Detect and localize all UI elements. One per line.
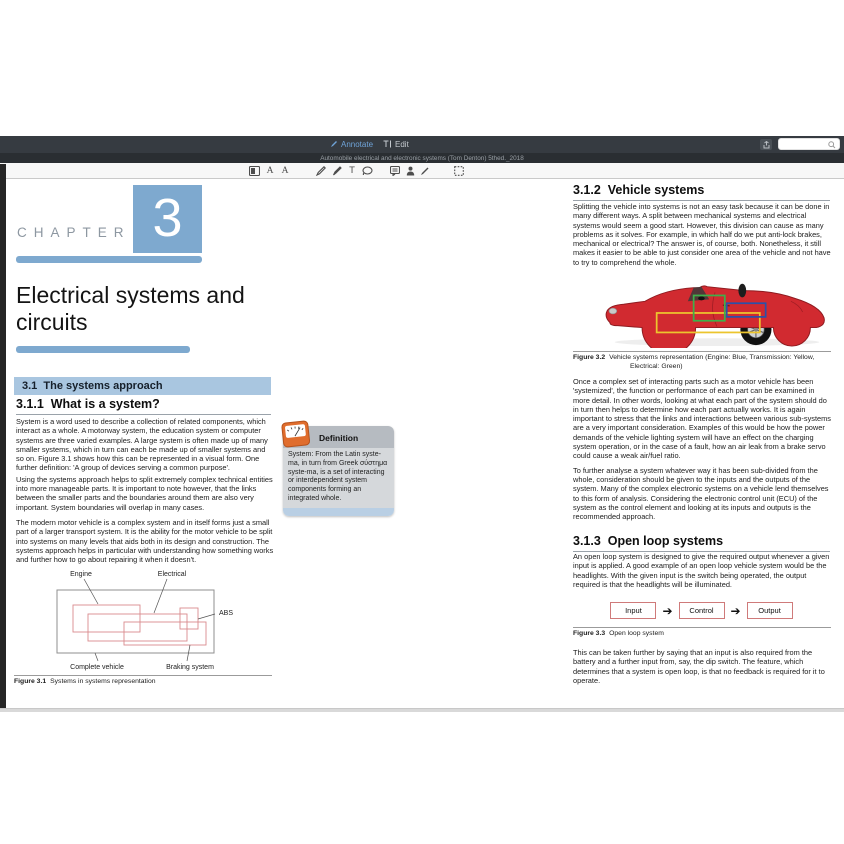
figure-3-3-caption — [573, 627, 831, 639]
search-icon — [828, 141, 836, 149]
text-style-alt-icon[interactable]: A — [281, 165, 289, 176]
figure-3-2-caption-label: Figure 3.2 — [573, 354, 606, 361]
section-3-1-1-heading: 3.1.1 What is a system? — [16, 397, 271, 415]
arrow-right-icon: ➔ — [730, 603, 741, 618]
tab-annotate-label: Annotate — [341, 140, 374, 149]
figure-3-1-label-complete-vehicle: Complete vehicle — [70, 664, 124, 671]
search-field[interactable] — [778, 138, 840, 150]
text-style-icon[interactable]: A — [266, 165, 274, 176]
definition-title: Definition — [283, 426, 394, 448]
sidebar-edge — [0, 164, 6, 710]
figure-3-2-car-image — [598, 276, 836, 348]
paragraph: Splitting the vehicle into systems is not an easy task because it can be done in many different ways. A split between mechanical systems and electrical systems would seem a good start. However, this division can cause as many problems as it solves. For example, in which half do we put anti-lock brakes, mechanical or electrical? The answer is, of course, both. Nonetheless, it still makes it easier to be able to just consider one area of the vehicle and not have to try to comprehend the whole. — [573, 202, 831, 267]
definition-callout — [283, 426, 394, 516]
signature-icon[interactable] — [419, 165, 431, 177]
paragraph: System is a word used to describe a collection of related components, which interact as a whole. A motorway system, the education system or computer systems are three varied examples. A large system is often made up of many smaller systems, which in turn can each be made up of smaller systems and so on. Figure 3.1 shows how this can be represented in a visual form. One further definition: 'A group of devices serving a common purpose'. — [16, 417, 268, 473]
paragraph: Using the systems approach helps to split extremely complex technical entities into more manageable parts. It is important to note however, that the links between the smaller parts and the boundaries around them are also very important. System boundaries will overlap in many cases. — [16, 474, 273, 512]
figure-3-1-label-engine: Engine — [70, 571, 92, 578]
paragraph: The modern motor vehicle is a complex system and in itself forms just a small part of a larger transport system. It is the ability for the motor vehicle to be split into systems on many levels that aids both in its design and construction. The systems approach helps in particular with understanding how something works and further how to go about repairing it when it doesn't. — [16, 517, 274, 565]
paragraph: An open loop system is designed to give the required output whenever a given input is applied. A good example of an open loop vehicle system would be the headlights. With the given input is the switch being operated, the output required is that the headlights will be illuminated. — [573, 552, 830, 589]
figure-3-3-caption-label: Figure 3.3 — [573, 630, 606, 637]
text-tool-icon[interactable]: T — [349, 165, 355, 176]
document-filename: Automobile electrical and electronic systems (Tom Denton) 5thed._2018 — [320, 154, 524, 162]
tab-edit-label: Edit — [395, 140, 409, 149]
section-3-1-heading: 3.1 The systems approach — [14, 377, 271, 395]
stamp-icon[interactable] — [404, 165, 416, 177]
flow-box-control: Control — [679, 602, 725, 619]
tab-annotate[interactable] — [330, 140, 373, 150]
highlighter-icon[interactable] — [331, 165, 343, 177]
tab-edit[interactable] — [383, 140, 409, 150]
section-3-1-2-heading: 3.1.2 Vehicle systems — [573, 183, 830, 201]
figure-3-3-caption-text: Open loop system — [609, 630, 664, 637]
section-3-1-3-text-bottom — [573, 648, 831, 685]
section-3-1-2-text-bottom — [573, 377, 831, 521]
document-title-bar — [0, 153, 844, 163]
paragraph: To further analyse a system whatever way it has been sub-divided from the whole, consideration should be given to the inputs and the outputs of the system. Many of the complex electronic systems on a vehicle lend themselves to this form of analysis. Considering the electronic control unit (ECU) of the system as the control element and looking at its inputs and outputs is the recommended approach. — [573, 465, 829, 522]
figure-3-1-diagram — [14, 566, 272, 672]
chapter-number: 3 — [133, 185, 202, 253]
flow-box-output: Output — [747, 602, 793, 619]
gauge-icon — [280, 420, 311, 454]
shapes-icon[interactable] — [361, 165, 373, 177]
figure-3-1-label-braking-system: Braking system — [166, 664, 214, 671]
chapter-eyebrow: CHAPTER — [17, 225, 131, 240]
arrow-right-icon: ➔ — [662, 603, 673, 618]
figure-3-2-caption — [573, 351, 831, 371]
text-cursor-icon — [383, 140, 392, 150]
figure-3-3-diagram — [573, 602, 830, 619]
chapter-rule-top — [16, 256, 202, 263]
definition-footer-bar — [283, 508, 394, 516]
pencil-icon[interactable] — [315, 165, 327, 177]
figure-3-1-caption — [14, 675, 272, 687]
paragraph: Once a complex set of interacting parts such as a motor vehicle has been 'systemized', the function or performance of each part can be examined in more detail. In other words, looking at what each part of the system should do in turn then helps to determine how each part actually works. It is again important to stress that the links and interactions between various sub-systems are a very important consideration. Examples of this would be how the power demands of the vehicle lighting system will have an effect on the charging system operation, or in the case of a fault, how an air leak from a brake servo could cause a weak air/fuel ratio. — [573, 377, 831, 461]
figure-3-1-label-electrical: Electrical — [157, 571, 187, 578]
chapter-title: Electrical systems and circuits — [16, 282, 245, 335]
share-button[interactable] — [760, 139, 772, 150]
page-separator — [0, 708, 844, 712]
thumbnails-icon[interactable] — [248, 165, 260, 177]
annotation-toolbar — [0, 163, 844, 179]
pen-icon — [330, 140, 338, 150]
paragraph: This can be taken further by saying that an input is also required from the battery and a further input from, say, the dip switch. The feature, which determines that a system is open loop, is that no feedback is required for it to operate. — [573, 648, 825, 685]
note-icon[interactable] — [389, 165, 401, 177]
chapter-rule-bottom — [16, 346, 190, 353]
figure-3-1-caption-label: Figure 3.1 — [14, 678, 47, 685]
figure-3-1-label-abs: ABS — [218, 610, 234, 617]
title-bar — [0, 136, 844, 153]
definition-body: System: From the Latin syste-ma, in turn from Greek σύστημα syste-ma, is a set of interacting or interdependent system components forming an integrated whole. — [283, 448, 394, 508]
flow-box-input: Input — [610, 602, 656, 619]
selection-icon[interactable] — [453, 165, 465, 177]
section-3-1-3-text-top — [573, 552, 831, 589]
section-3-1-3-heading: 3.1.3 Open loop systems — [573, 534, 830, 552]
section-3-1-1-text — [16, 417, 274, 564]
figure-3-2-caption-text: Vehicle systems representation (Engine: Blue, Transmission: Yellow, Electrical: Green) — [609, 354, 815, 370]
figure-3-1-caption-text: Systems in systems representation — [50, 678, 156, 685]
section-3-1-2-text-top — [573, 202, 831, 267]
